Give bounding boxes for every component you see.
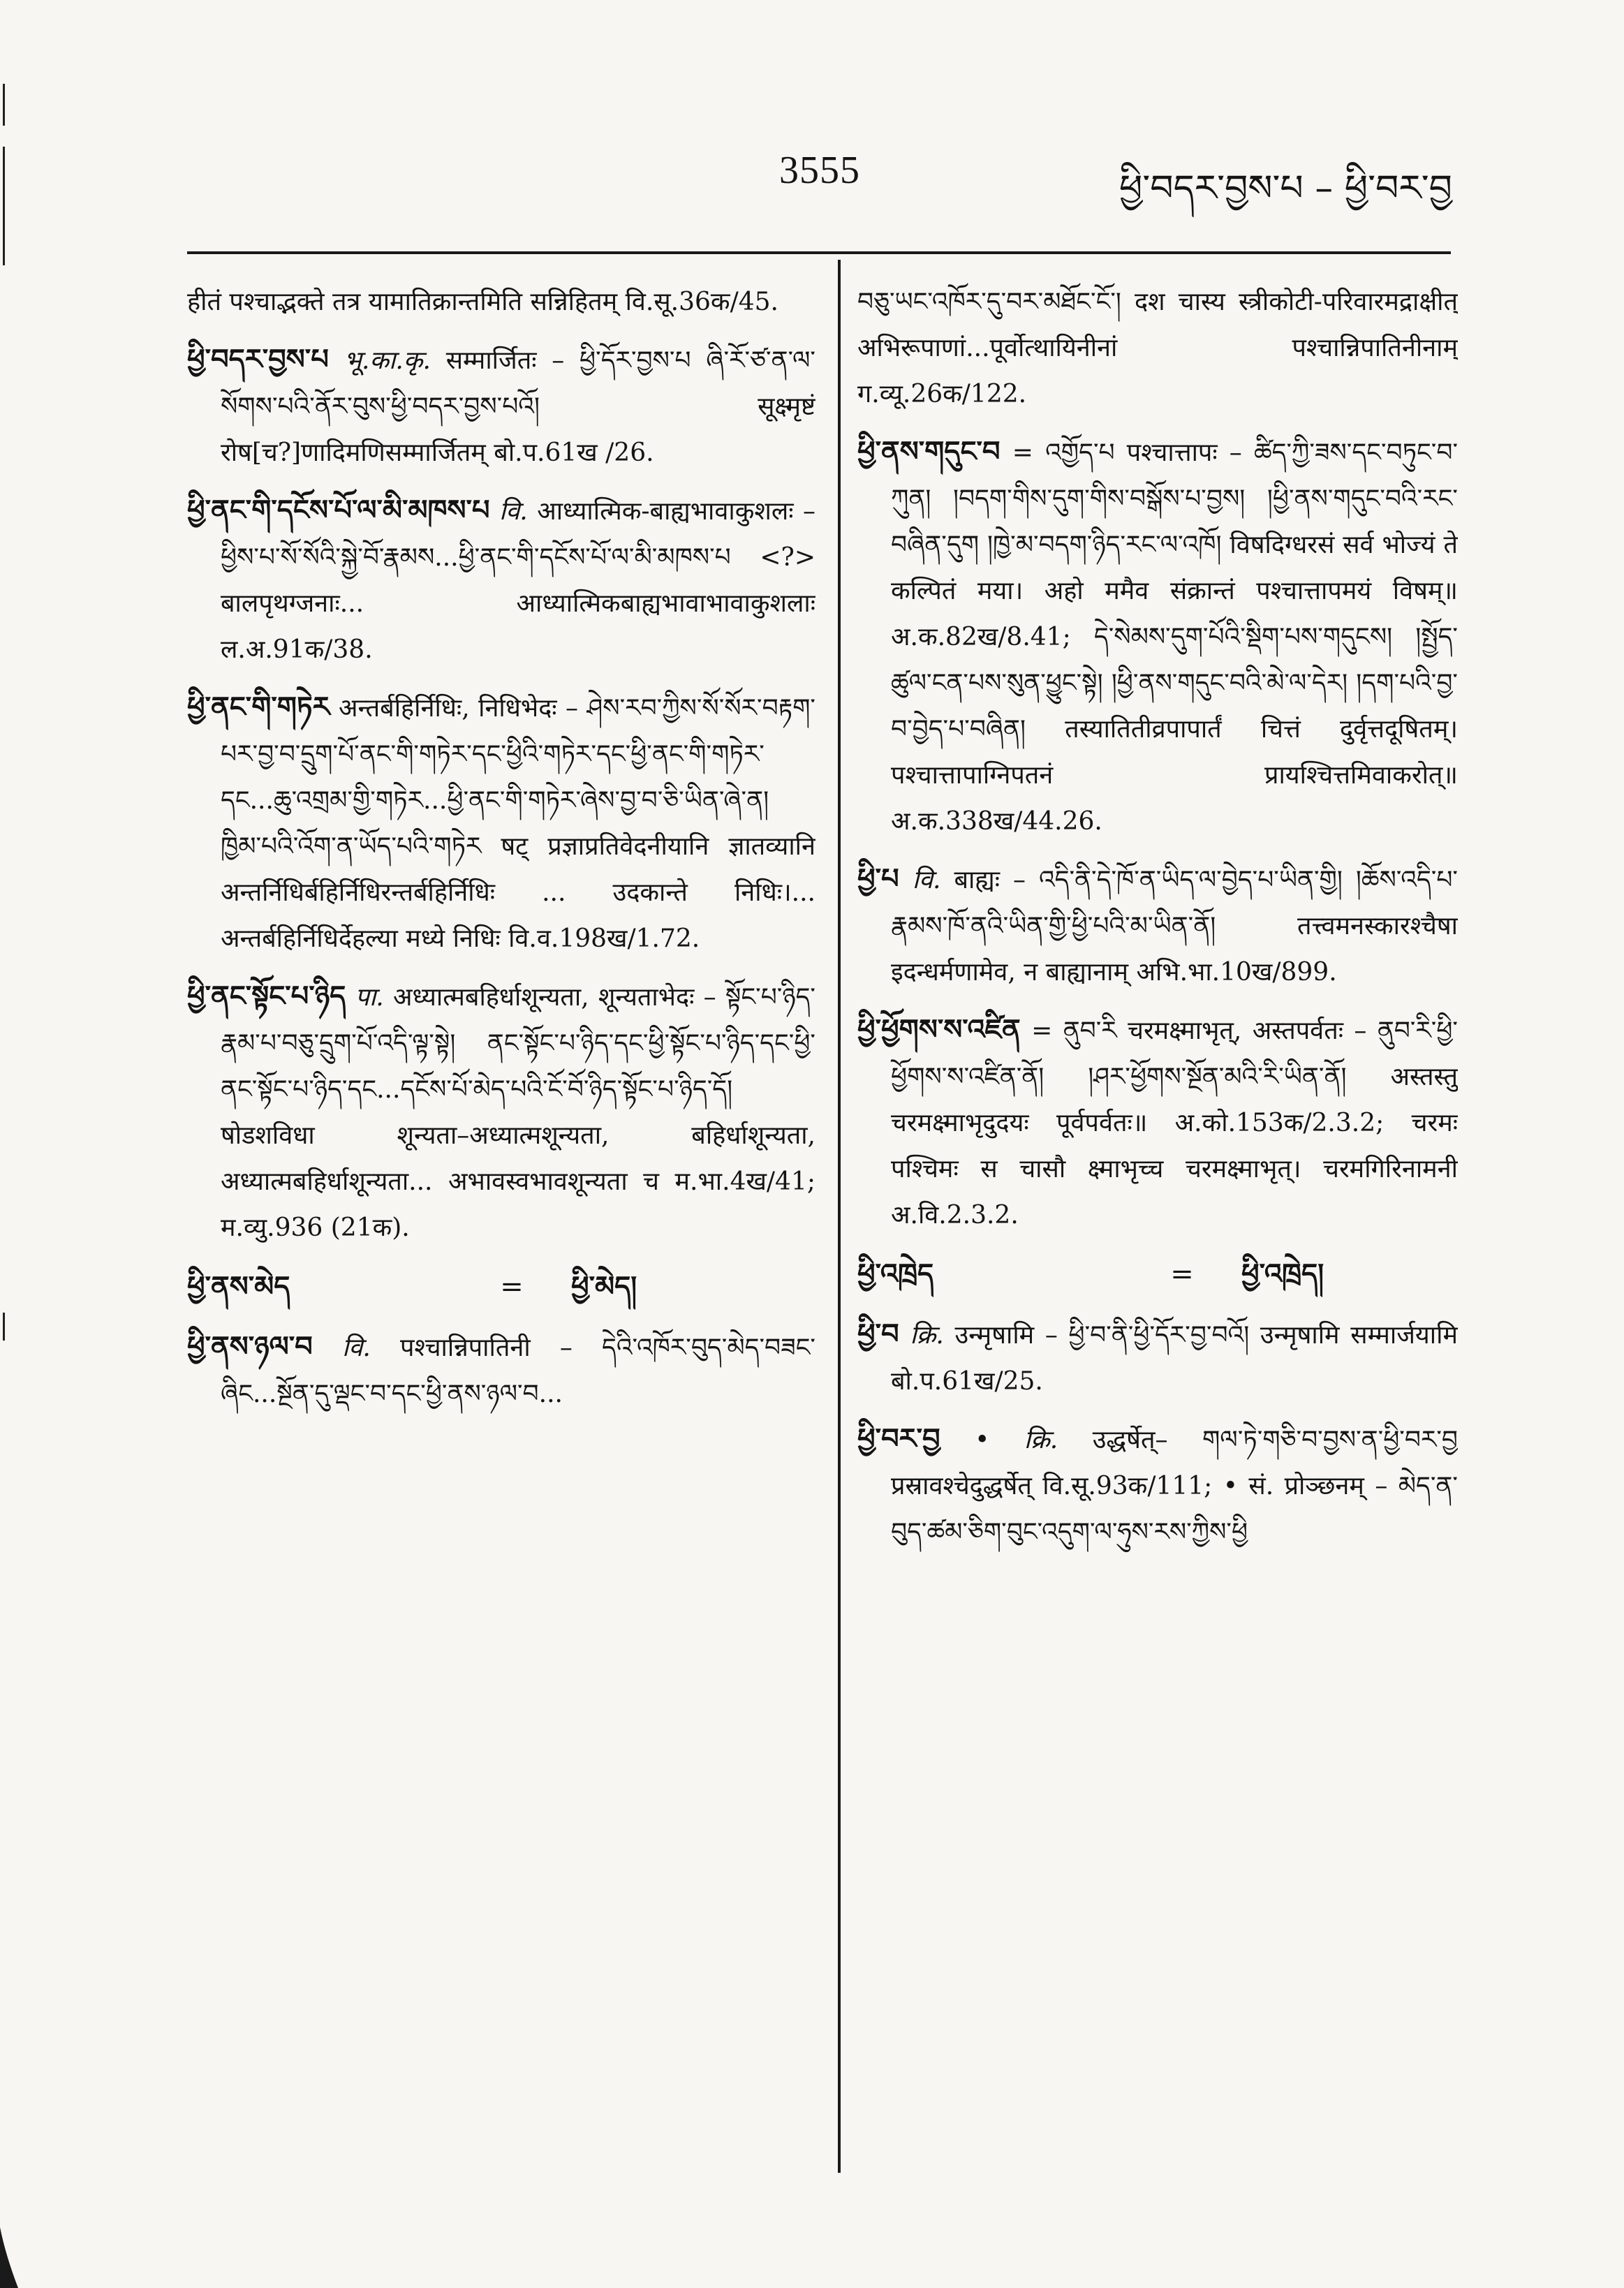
entry-text: सम्मार्जितः – ཕྱི་དོར་བྱས་པ ཞི་རོ་ཙ་ན་ལ་སོགས་པའི་ནོར་བུས་ཕྱི་བདར་བྱས་པའོ། सूक्ष्मृष्टं रोष[च?]णादिमणिसम्मार्जितम् बो.प.61ख /26.	[221, 346, 815, 467]
running-head: ཕྱི་བདར་བྱས་པ – ཕྱི་བར་བྱ	[1119, 168, 1452, 209]
dictionary-entry	[187, 973, 815, 1251]
column-divider	[838, 260, 841, 2173]
grammar-label: क्रि.	[910, 1321, 944, 1350]
dictionary-entry	[187, 487, 815, 673]
scan-corner-mark	[0, 2199, 18, 2288]
equals-sign: =	[500, 1271, 524, 1303]
grammar-label: वि.	[912, 866, 941, 894]
entry-headword: ཕྱི་བར་བྱ	[857, 1423, 940, 1455]
grammar-label: • क्रि.	[975, 1426, 1058, 1454]
cross-reference-entry	[857, 1250, 1458, 1299]
entry-text: बाह्यः – འདི་ནི་དེ་ཁོ་ན་ཡིད་ལ་བྱེད་པ་ཡིན་གྱི། །ཆོས་འདི་པ་རྣམས་ཁོ་ནའི་ཡིན་གྱི་ཕྱི་པའི་མ་ཡིན་ནོ། तत्त्वमनस्कारश्चैषा इदन्धर्मणामेव, न बाह्यानाम् अभि.भा.10ख/899.	[891, 866, 1458, 987]
dictionary-entry	[857, 1311, 1458, 1405]
entry-headword: ཕྱི་ནང་གི་དངོས་པོ་ལ་མི་མཁས་པ	[187, 494, 490, 526]
header-rule	[187, 251, 1451, 254]
grammar-label: वि.	[341, 1334, 371, 1362]
entry-headword: ཕྱི་ཕྱོགས་ས་འཛིན	[857, 1014, 1021, 1046]
grammar-label: वि.	[499, 497, 528, 526]
grammar-label: भू.का.कृ.	[344, 346, 431, 375]
dictionary-entry	[187, 337, 815, 476]
entry-headword: ཕྱི་པ	[857, 863, 899, 895]
reference-target: ཕྱི་འཁྲེད།	[1241, 1258, 1324, 1290]
entry-text: आध्यात्मिक-बाह्यभावाकुशलः – ཕྱིས་པ་སོ་སོའི་སྐྱེ་བོ་རྣམས...ཕྱི་ནང་གི་དངོས་པོ་ལ་མི་མཁས་པ <?> बालपृथग्जनाः... आध्यात्मिकबाह्यभावाभावाकुशलाः ल.अ.91क/38.	[221, 497, 815, 664]
dictionary-entry	[187, 1324, 815, 1417]
entry-headword: ཕྱི་བདར་བྱས་པ	[187, 344, 329, 376]
grammar-label: पा.	[355, 983, 384, 1012]
continued-entry	[857, 279, 1458, 418]
entry-headword: ཕྱི་ནས་མེད	[187, 1271, 290, 1303]
right-column	[857, 279, 1458, 2276]
cross-reference-entry	[187, 1262, 815, 1311]
entry-text: = ནུབ་རི चरमक्ष्माभृत्, अस्तपर्वतः – ནུབ་རི་ཕྱི་ཕྱོགས་ས་འཛིན་ནོ། །ཤར་ཕྱོགས་སྔོན་མའི་རི་ཡིན་ནོ། अस्तस्तु चरमक्ष्माभृदुदयः पूर्वपर्वतः॥ अ.को.153क/2.3.2; चरमः पश्चिमः स चासौ क्ष्माभृच्च चरमक्ष्माभृत्। चरमगिरिनामनी अ.वि.2.3.2.	[891, 1017, 1458, 1230]
entry-text: བཅུ་ཡང་འཁོར་དུ་བར་མཐོང་ངོ་། दश चास्य स्त्रीकोटी-परिवारमद्राक्षीत् अभिरूपाणां...पूर्वोत्थायिनीनां पश्चान्निपातिनीनाम् ग.व्यू.26क/122.	[857, 288, 1458, 408]
dictionary-entry	[187, 684, 815, 962]
entry-text: उन्मृषामि – ཕྱི་བ་ནི་ཕྱི་དོར་བྱ་བའོ། उन्मृषामि सम्मार्जयामि बो.प.61ख/25.	[891, 1321, 1458, 1396]
entry-headword: ཕྱི་བ	[857, 1318, 899, 1350]
entry-text: उद्धर्षेत्– གལ་ཏེ་གཅི་བ་བྱས་ན་ཕྱི་བར་བྱ प्रस्रावश्चेदुद्धर्षेत् वि.सू.93क/111; • सं. प्रोञ्छनम् – མེད་ན་བུད་ཚམ་ཅིག་བུང་འདུག་ལ་ཧུས་རས་ཀྱིས་ཕྱི	[891, 1426, 1458, 1547]
entry-headword: ཕྱི་ནང་སྟོང་པ་ཉིད	[187, 980, 346, 1012]
entry-text: अध्यात्मबहिर्धाशून्यता, शून्यताभेदः – སྟོང་པ་ཉིད་རྣམ་པ་བཅུ་དྲུག་པོ་འདི་ལྟ་སྟེ། ནང་སྟོང་པ་ཉིད་དང་ཕྱི་སྟོང་པ་ཉིད་དང་ཕྱི་ནང་སྟོང་པ་ཉིད་དང...དངོས་པོ་མེད་པའི་ངོ་བོ་ཉིད་སྟོང་པ་ཉིད་དོ། षोडशविधा शून्यता–अध्यात्मशून्यता, बहिर्धाशून्यता, अध्यात्मबहिर्धाशून्यता... अभावस्वभावशून्यता च म.भा.4ख/41; म.व्यु.936 (21क).	[221, 983, 815, 1242]
left-column	[187, 279, 815, 2276]
page-number: 3555	[779, 149, 860, 192]
dictionary-entry	[857, 1416, 1458, 1556]
scan-edge-mark	[3, 1313, 5, 1341]
scan-edge-mark	[3, 84, 5, 126]
entry-text: अन्तर्बहिर्निधिः, निधिभेदः – ཤེས་རབ་ཀྱིས་སོ་སོར་བརྟག་པར་བྱ་བ་དྲུག་པོ་ནང་གི་གཏེར་དང་ཕྱིའི་གཏེར་དང་ཕྱི་ནང་གི་གཏེར་དང...ཆུ་འགྲམ་གྱི་གཏེར...ཕྱི་ནང་གི་གཏེར་ཞེས་བྱ་བ་ཅི་ཡིན་ཞེ་ན། ཁྱིམ་པའི་འོག་ན་ཡོད་པའི་གཏེར षट् प्रज्ञाप्रतिवेदनीयानि ज्ञातव्यानि अन्तर्निधिर्बहिर्निधिरन्तर्बहिर्निधिः ... उदकान्ते निधिः।... अन्तर्बहिर्निधिर्देहल्या मध्ये निधिः वि.व.198ख/1.72.	[221, 694, 815, 953]
entry-headword: ཕྱི་ནས་གདུང་བ	[857, 436, 1001, 468]
reference-target: ཕྱི་མེད།	[571, 1271, 637, 1303]
dictionary-entry	[857, 856, 1458, 996]
equals-sign: =	[1170, 1258, 1194, 1290]
entry-headword: ཕྱི་ནང་གི་གཏེར	[187, 691, 330, 723]
dictionary-entry	[857, 429, 1458, 845]
entry-text: हीतं पश्चाद्भक्ते तत्र यामातिक्रान्तमिति सन्निहितम् वि.सू.36क/45.	[187, 288, 778, 316]
entry-text: पश्चान्निपातिनी – དེའི་འཁོར་བུད་མེད་བཟང་ཞིང...སྔོན་དུ་ལྡང་བ་དང་ཕྱི་ནས་ཉལ་བ...	[221, 1334, 815, 1408]
dictionary-entry	[857, 1007, 1458, 1239]
entry-text: = འགྱོད་པ पश्चात्तापः – ཚིད་ཀྱི་ཟས་དང་བཏུང་བ་ཀུན། །བདག་གིས་དུག་གིས་བསྒོས་པ་བྱས། །ཕྱི་ནས་གདུང་བའི་རང་བཞིན་དུག །ཁྱེ་མ་བདག་ཉིད་རང་ལ་འཁོ། विषदिग्धरसं सर्व भोज्यं ते कल्पितं मया। अहो ममैव संक्रान्तं पश्चात्तापमयं विषम्॥ अ.क.82ख/8.41; དེ་སེམས་དུག་པོའི་སྡིག་པས་གདུངས། །སྤྱོད་ཚུལ་ངན་པས་སུན་ཕྱུང་སྟེ། །ཕྱི་ནས་གདུང་བའི་མེ་ལ་དེར། །དག་པའི་བྱ་བ་བྱེད་པ་བཞིན། तस्यातितीव्रपापार्तं चित्तं दुर्वृत्तदूषितम्। पश्चात्तापाग्निपतनं प्रायश्चित्तमिवाकरोत्॥ अ.क.338ख/44.26.	[891, 438, 1458, 836]
scan-edge-mark	[3, 147, 5, 265]
continued-entry	[187, 279, 815, 325]
entry-headword: ཕྱི་ནས་ཉལ་བ	[187, 1331, 313, 1363]
entry-headword: ཕྱི་འཁྲེད	[857, 1258, 934, 1290]
